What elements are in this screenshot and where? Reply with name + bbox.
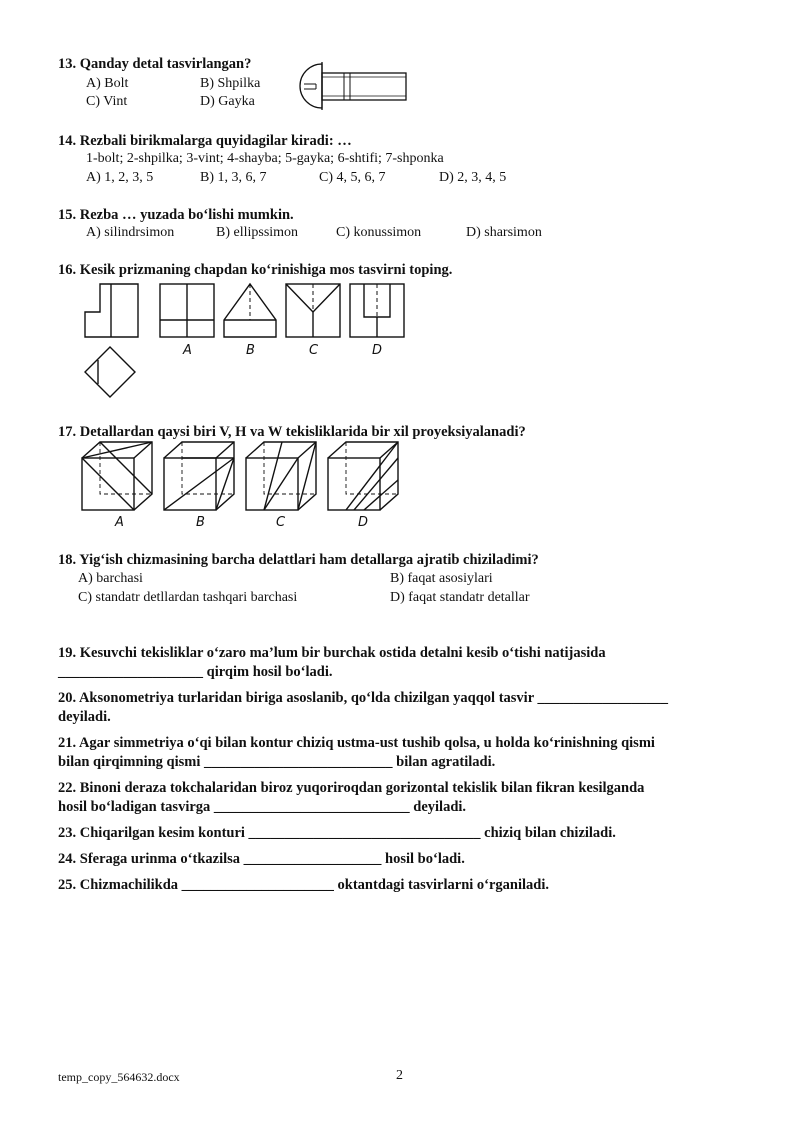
q15-option-b: B) ellipssimon — [216, 225, 299, 240]
q25-line1: 25. Chizmachilikda _____________________ oktantdagi tasvirlarni o‘rganiladi. — [58, 877, 550, 893]
q17-cube-a-figure — [82, 442, 152, 510]
q20-line2: deyiladi. — [58, 709, 111, 725]
q18-option-d: D) faqat standatr detallar — [390, 590, 530, 605]
q21-line1: 21. Agar simmetriya o‘qi bilan kontur chiziq ustma-ust tushib qolsa, u holda ko‘rinishning qismi — [58, 735, 655, 751]
q14-option-d: D) 2, 3, 4, 5 — [439, 170, 507, 185]
q18-option-a: A) barchasi — [78, 571, 143, 586]
q17-cube-c-figure — [246, 442, 316, 510]
q16-label-b: B — [246, 343, 255, 358]
q14-question: 14. Rezbali birikmalarga quyidagilar kiradi: … — [58, 133, 352, 149]
q14-option-b: B) 1, 3, 6, 7 — [200, 170, 267, 185]
q22-line2: hosil bo‘ladigan tasvirga ___________________________ deyiladi. — [58, 799, 467, 815]
q18-option-b: B) faqat asosiylari — [390, 571, 493, 586]
q16-label-a: A — [183, 343, 192, 358]
page-number: 2 — [396, 1068, 403, 1083]
q13-option-b: B) Shpilka — [200, 76, 261, 91]
q16-figures — [80, 282, 410, 412]
q21-line2: bilan qirqimning qismi __________________________ bilan agratiladi. — [58, 754, 496, 770]
footer-filename: temp_copy_564632.docx — [58, 1070, 180, 1084]
q17-question: 17. Detallardan qaysi biri V, H va W tekisliklarida bir xil proyeksiyalanadi? — [58, 424, 526, 440]
prism-top-view-icon — [85, 347, 135, 397]
q13-option-d: D) Gayka — [200, 94, 255, 109]
q19-line2: ____________________ qirqim hosil bo‘ladi. — [58, 664, 333, 680]
q24-line1: 24. Sferaga urinma o‘tkazilsa ___________________ hosil bo‘ladi. — [58, 851, 465, 867]
q15-option-a: A) silindrsimon — [86, 225, 175, 240]
q16-question: 16. Kesik prizmaning chapdan ko‘rinishiga mos tasvirni toping. — [58, 262, 453, 278]
q15-option-c: C) konussimon — [336, 225, 422, 240]
q15-question: 15. Rezba … yuzada bo‘lishi mumkin. — [58, 207, 294, 223]
q18-question: 18. Yig‘ish chizmasining barcha delattlari ham detallarga ajratib chiziladimi? — [58, 552, 539, 568]
q17-figures — [80, 440, 410, 515]
q17-cube-b-figure — [164, 442, 234, 510]
q23-line1: 23. Chiqarilgan kesim konturi ________________________________ chiziq bilan chiziladi. — [58, 825, 616, 841]
q20-line1: 20. Aksonometriya turlaridan biriga asoslanib, qo‘lda chizilgan yaqqol tasvir __________________ — [58, 690, 669, 706]
q17-cube-d-figure — [328, 442, 398, 510]
screw-drawing-icon — [296, 56, 412, 114]
q14-list: 1-bolt; 2-shpilka; 3-vint; 4-shayba; 5-gayka; 6-shtifi; 7-shponka — [86, 151, 444, 166]
q16-option-d-figure — [350, 284, 404, 337]
q13-option-c: C) Vint — [86, 94, 128, 109]
q22-line1: 22. Binoni deraza tokchalaridan biroz yuqoriroqdan gorizontal tekislik bilan fikran kesilganda — [58, 780, 645, 796]
q17-label-d: D — [358, 515, 369, 530]
q16-option-c-figure — [286, 284, 340, 337]
q13-option-a: A) Bolt — [86, 76, 129, 91]
q16-option-b-figure — [224, 284, 276, 337]
q14-option-c: C) 4, 5, 6, 7 — [319, 170, 386, 185]
q17-label-a: A — [115, 515, 124, 530]
q19-line1: 19. Kesuvchi tekisliklar o‘zaro ma’lum bir burchak ostida detalni kesib o‘tishi natijasida — [58, 645, 606, 661]
q17-label-c: C — [276, 515, 286, 530]
q18-option-c: C) standatr detllardan tashqari barchasi — [78, 590, 298, 605]
q13-question: 13. Qanday detal tasvirlangan? — [58, 56, 252, 72]
q16-option-a-figure — [160, 284, 214, 337]
q15-option-d: D) sharsimon — [466, 225, 542, 240]
q14-option-a: A) 1, 2, 3, 5 — [86, 170, 154, 185]
q17-label-b: B — [196, 515, 205, 530]
q16-label-d: D — [372, 343, 383, 358]
q16-label-c: C — [309, 343, 319, 358]
prism-front-view-icon — [85, 284, 138, 337]
